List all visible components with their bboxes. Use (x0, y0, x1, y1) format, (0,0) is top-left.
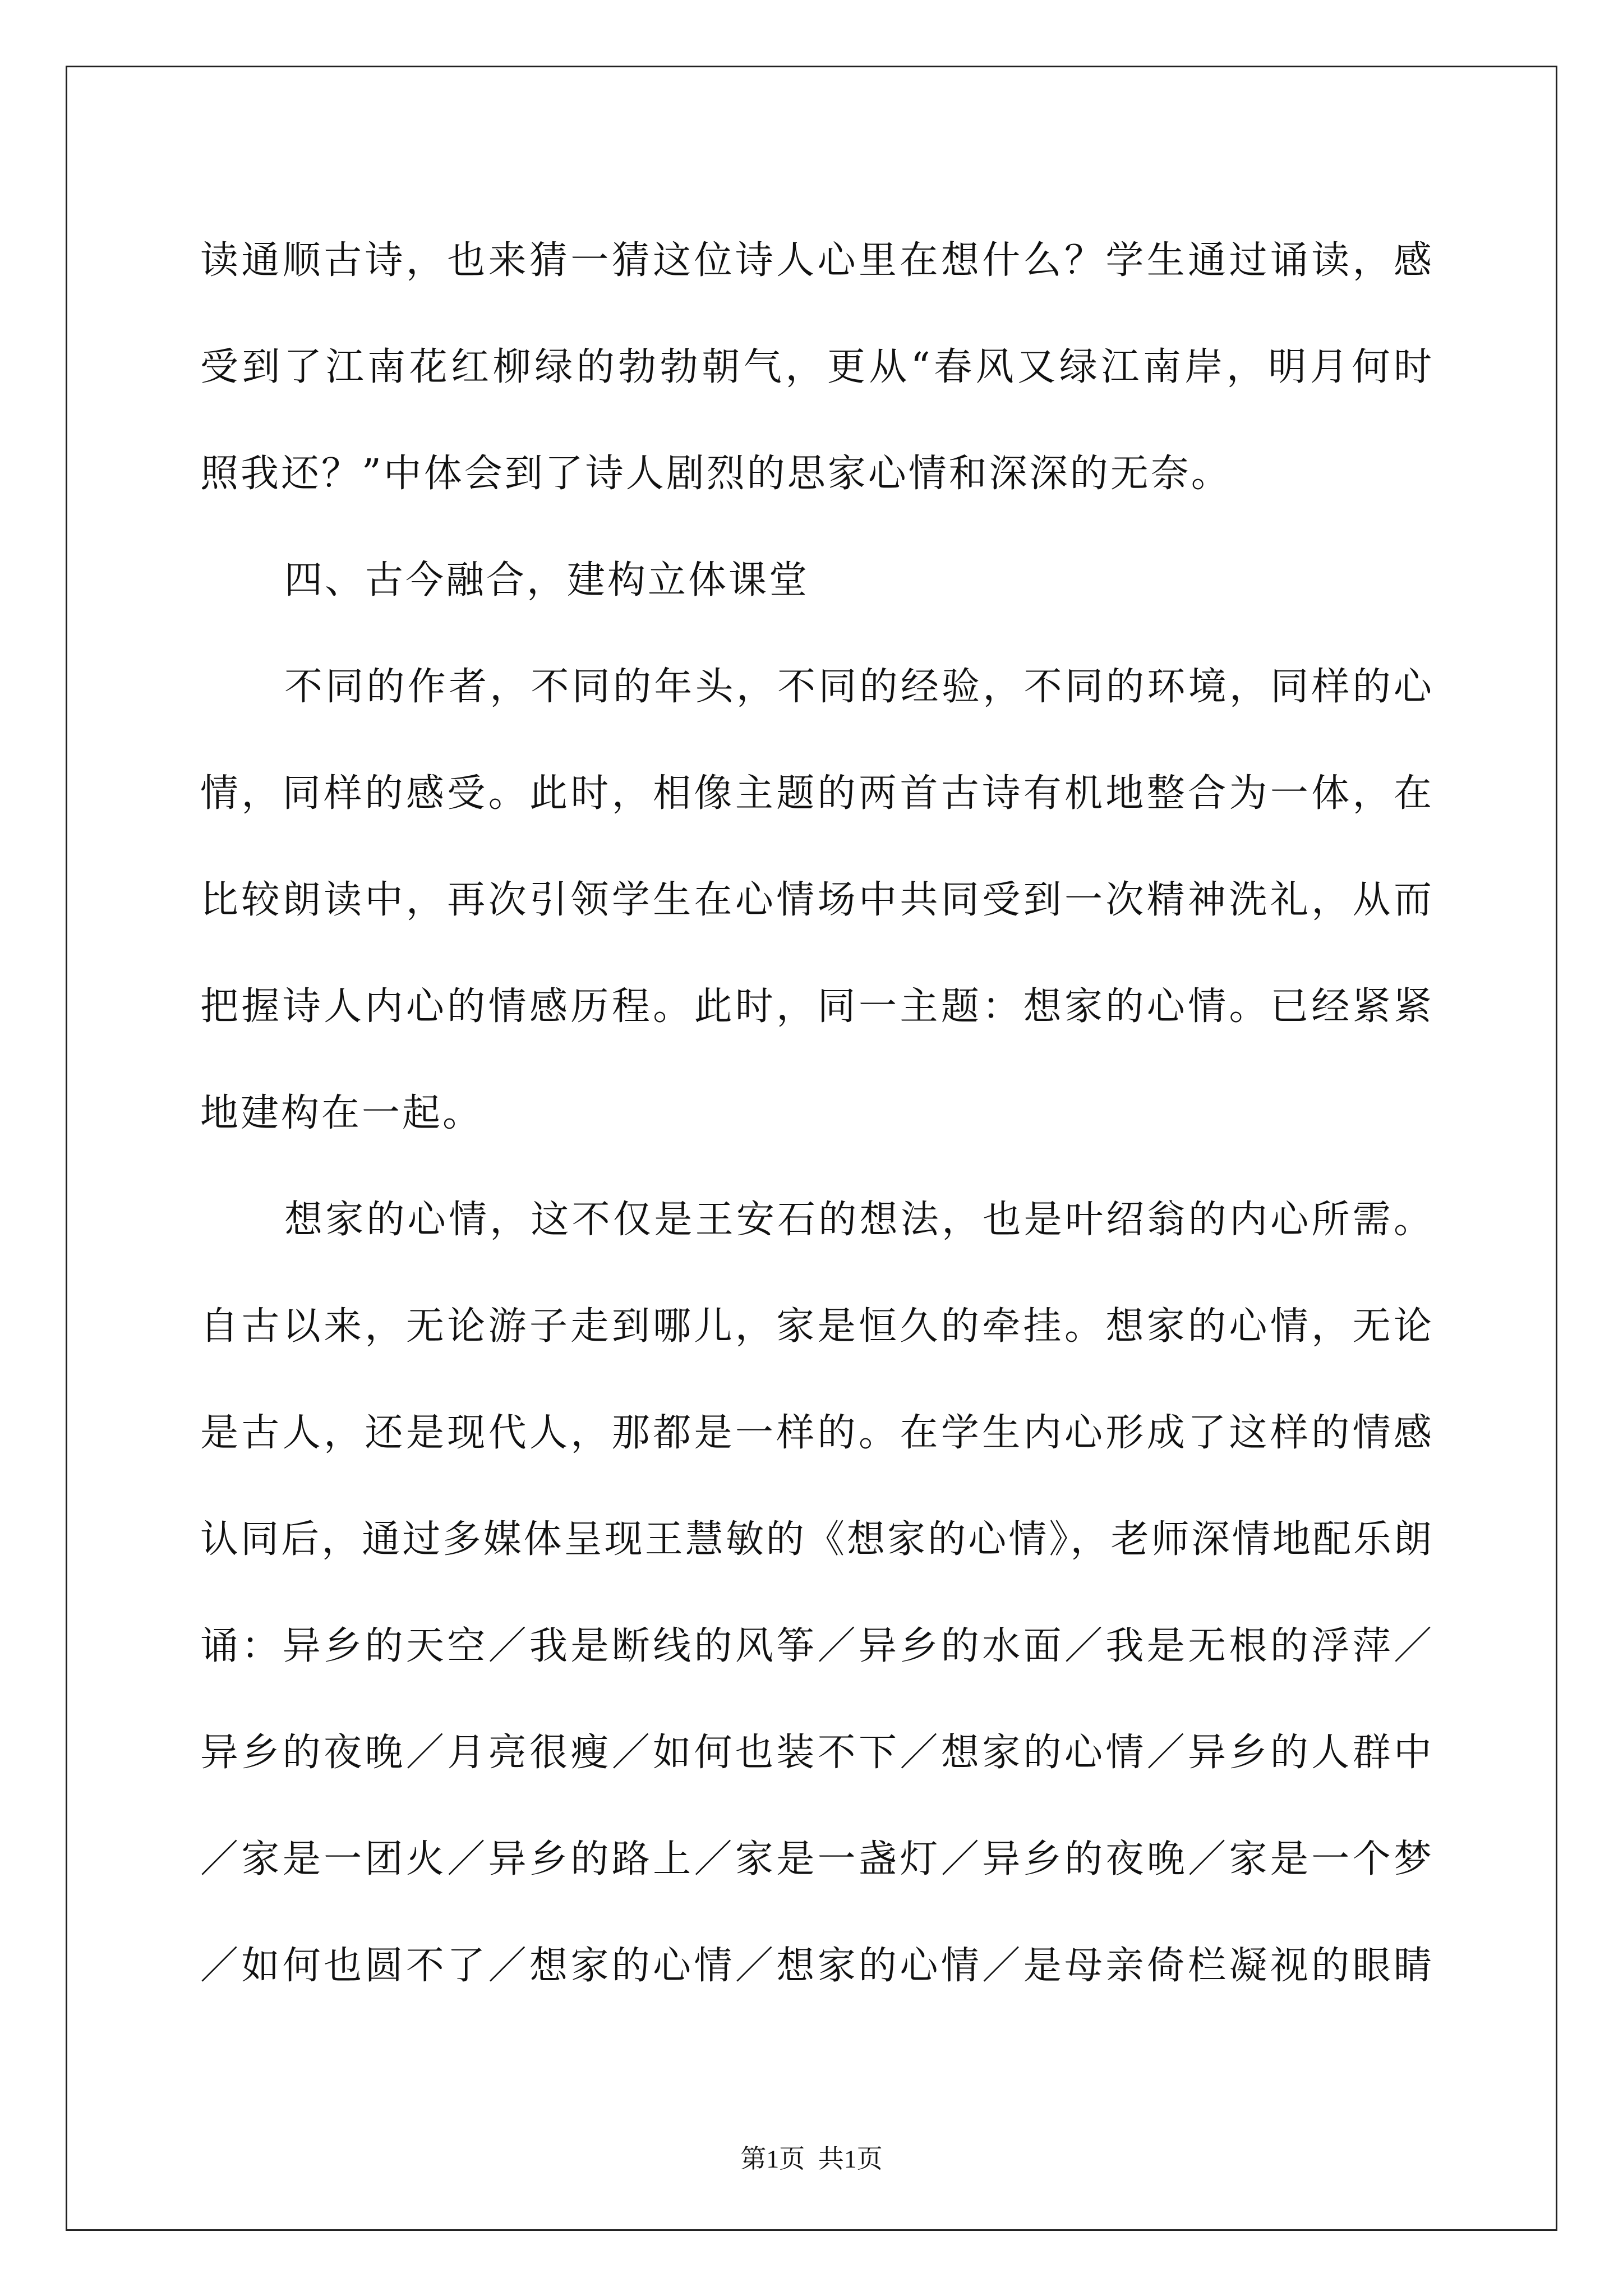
section-heading: 四、古今融合，建构立体课堂 (284, 558, 810, 602)
text-line: 认同后，通过多媒体呈现王慧敏的《想家的心情》，老师深情地配乐朗 (200, 1517, 1434, 1562)
text-line: 异乡的夜晚／月亮很瘦／如何也装不下／想家的心情／异乡的人群中 (200, 1731, 1434, 1775)
text-line: ／家是一团火／异乡的路上／家是一盏灯／异乡的夜晚／家是一个梦 (200, 1837, 1434, 1881)
text-line: 不同的作者，不同的年头，不同的经验，不同的环境，同样的心 (284, 665, 1434, 709)
text-line: 读通顺古诗，也来猜一猜这位诗人心里在想什么？学生通过诵读，感 (200, 238, 1434, 283)
text-line: 想家的心情，这不仅是王安石的想法，也是叶绍翁的内心所需。 (284, 1198, 1434, 1242)
text-line: 是古人，还是现代人，那都是一样的。在学生内心形成了这样的情感 (200, 1411, 1434, 1455)
text-line: 地建构在一起。 (200, 1091, 483, 1135)
page-total: 共1页 (818, 2145, 883, 2173)
text-line: 诵：异乡的天空／我是断线的风筝／异乡的水面／我是无根的浮萍／ (200, 1624, 1434, 1668)
text-line: 把握诗人内心的情感历程。此时，同一主题：想家的心情。已经紧紧 (200, 984, 1434, 1029)
text-line: 比较朗读中，再次引领学生在心情场中共同受到一次精神洗礼，从而 (200, 878, 1434, 922)
text-line: 自古以来，无论游子走到哪儿，家是恒久的牵挂。想家的心情，无论 (200, 1304, 1434, 1349)
page-footer (0, 2138, 1623, 2175)
page-number: 第1页 (740, 2145, 805, 2173)
text-line: 照我还？”中体会到了诗人剧烈的思家心情和深深的无奈。 (200, 452, 1232, 496)
document-body (200, 208, 1434, 2019)
text-line: ／如何也圆不了／想家的心情／想家的心情／是母亲倚栏凝视的眼睛 (200, 1944, 1434, 1988)
text-line: 情，同样的感受。此时，相像主题的两首古诗有机地整合为一体，在 (200, 771, 1434, 816)
text-line: 受到了江南花红柳绿的勃勃朝气，更从“春风又绿江南岸，明月何时 (200, 345, 1434, 389)
